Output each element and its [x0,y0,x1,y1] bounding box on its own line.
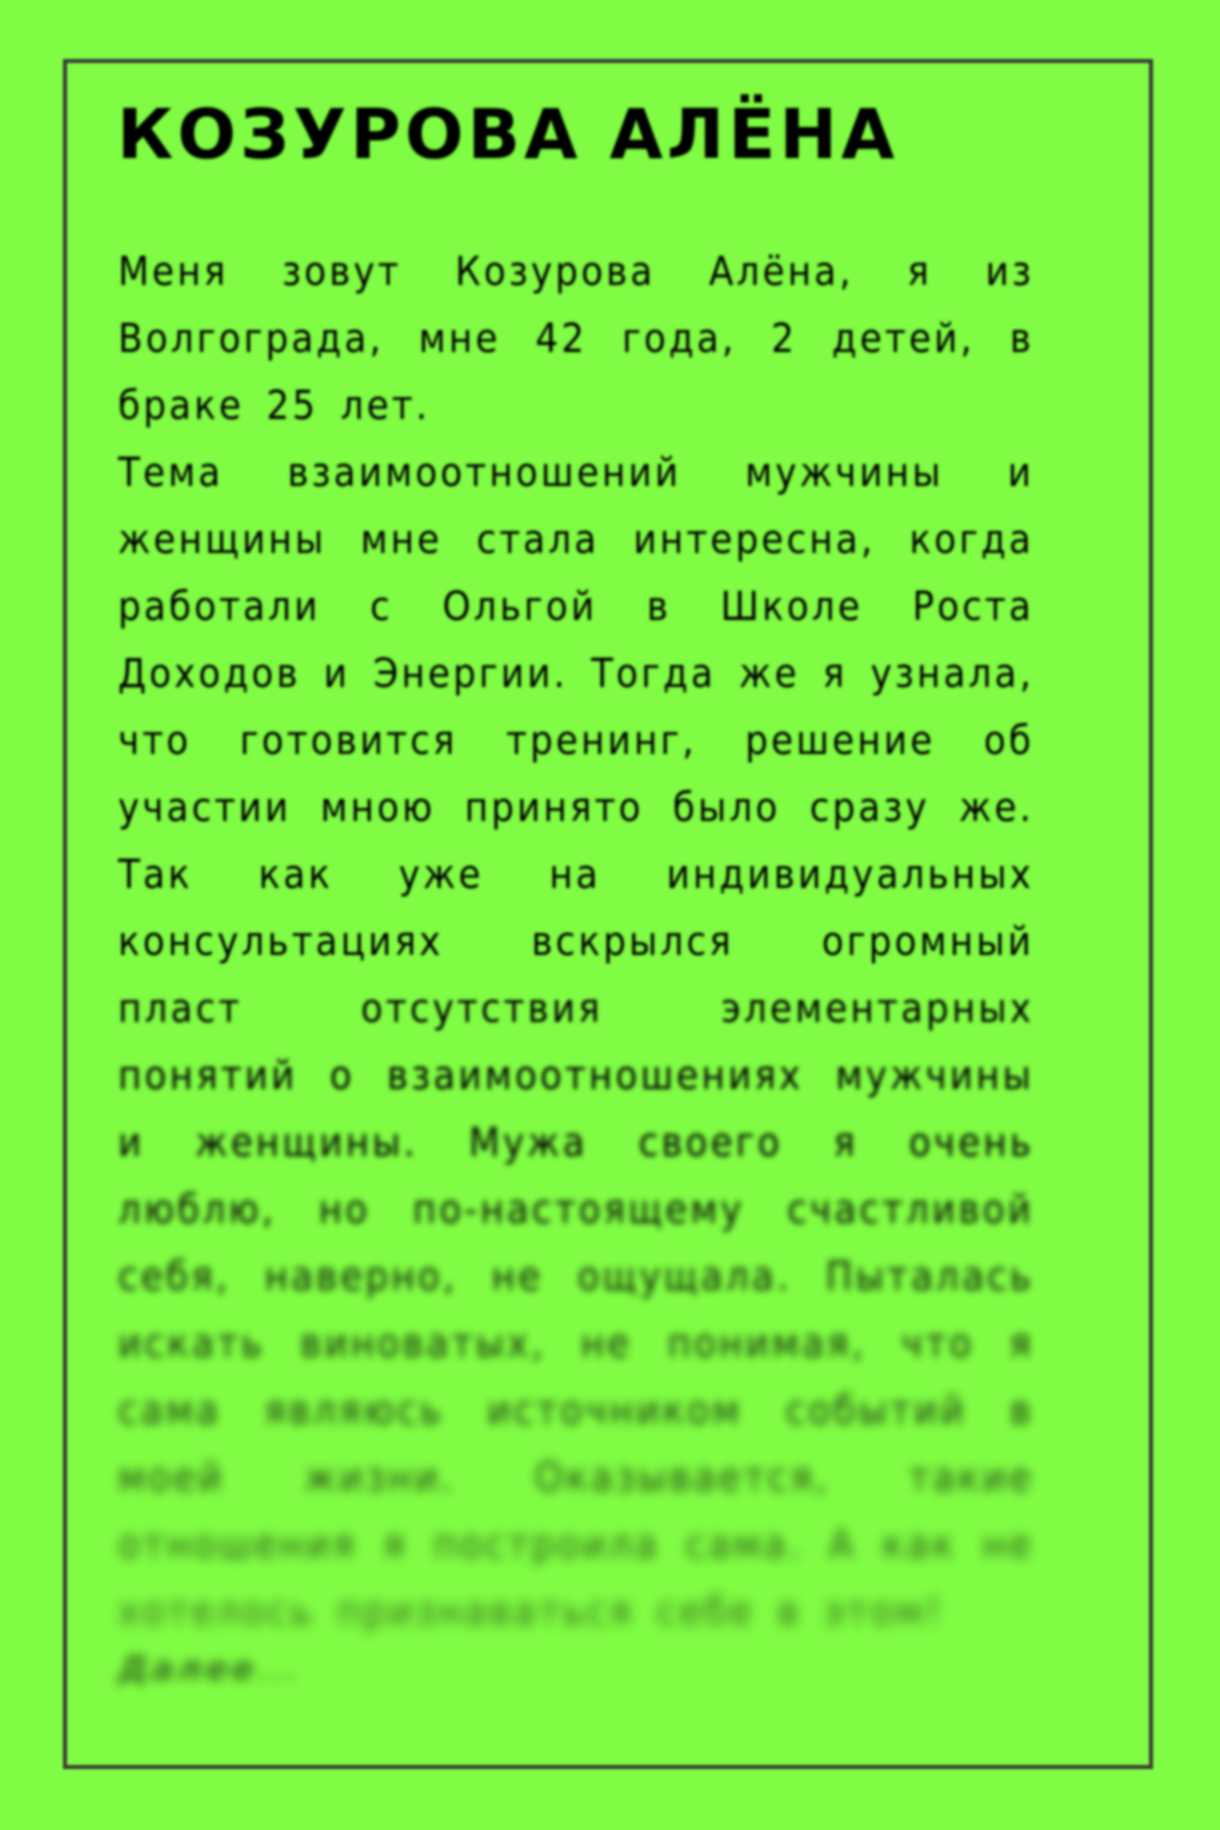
body-line: понятий о взаимоотношениях мужчины [118,1052,1034,1099]
card-body [118,238,1034,1689]
body-line: браке 25 лет. [118,382,431,429]
body-line: и женщины. Мужа своего я очень [118,1119,1034,1166]
body-line: участии мною принято было сразу же. [118,784,1034,831]
read-more [118,1649,1034,1689]
body-line: Тема взаимоотношений мужчины и [118,449,1034,496]
body-line: хотелось признаваться себе в этом! [118,1588,944,1635]
body-line: женщины мне стала интересна, когда [118,516,1034,563]
body-line: моей жизни. Оказывается, такие [118,1454,1034,1501]
body-line: пласт отсутствия элементарных [118,985,1034,1032]
body-line: Волгограда, мне 42 года, 2 детей, в [118,315,1034,362]
card-title: КОЗУРОВА АЛЁНА [117,95,899,175]
body-line: люблю, но по-настоящему счастливой [118,1186,1034,1233]
body-line: консультациях вскрылся огромный [118,918,1034,965]
body-line: себя, наверно, не ощущала. Пыталась [118,1253,1034,1300]
read-more-link[interactable]: Далее [118,1649,258,1689]
body-line: что готовится тренинг, решение об [118,717,1034,764]
body-line: Меня зовут Козурова Алёна, я из [118,248,1034,295]
body-line: Так как уже на индивидуальных [118,851,1034,898]
body-line: Доходов и Энергии. Тогда же я узнала, [118,650,1034,697]
profile-card [63,59,1153,1769]
body-text [118,238,1034,1645]
body-line: отношения я построила сама. А как не [118,1521,1034,1568]
body-line: сама являюсь источником событий в [118,1387,1034,1434]
read-more-ellipsis: ... [257,1649,299,1689]
body-line: искать виноватых, не понимая, что я [118,1320,1034,1367]
body-line: работали с Ольгой в Школе Роста [118,583,1034,630]
